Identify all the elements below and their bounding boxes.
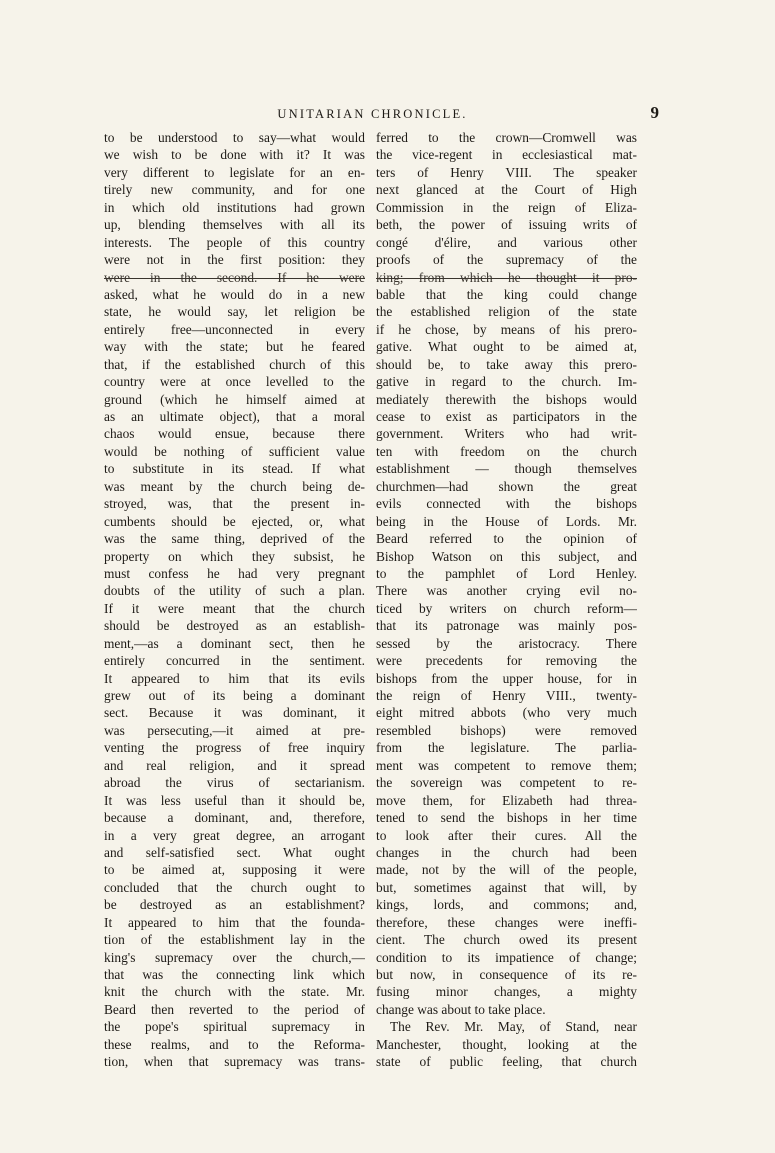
right-column — [376, 129, 637, 1071]
text-line: tion, when that supremacy was trans- — [104, 1054, 365, 1070]
text-line: state of public feeling, that church — [376, 1054, 637, 1070]
text-line: Commission in the reign of Eliza- — [376, 199, 637, 215]
text-line: and self-satisfied sect. What ought — [104, 844, 365, 860]
text-line: abroad the virus of sectarianism. — [104, 775, 365, 791]
text-line: as an ultimate object), that a moral — [104, 409, 365, 424]
text-line: ment,—as a dominant sect, then he — [104, 635, 365, 651]
text-line: were not in the first position: they — [104, 252, 365, 268]
text-line: the established religion of the state — [376, 304, 637, 320]
text-line: to look after their cures. All the — [376, 827, 637, 843]
text-line: the vice-regent in ecclesiastical mat- — [376, 147, 637, 163]
text-line: property on which they subsist, he — [104, 548, 365, 564]
text-line: fusing minor changes, a mighty — [376, 984, 637, 1000]
text-line: if he chose, by means of his prero- — [376, 321, 637, 337]
text-line: interests. The people of this country — [104, 234, 365, 250]
text-line: in which old institutions had grown — [104, 199, 365, 215]
text-line: would be nothing of sufficient value — [104, 443, 365, 459]
text-line: that its patronage was mainly pos- — [376, 618, 637, 634]
text-line: bishops from the upper house, for in — [376, 670, 637, 686]
text-line: sessed by the aristocracy. There — [376, 635, 637, 651]
text-line: eight mitred abbots (who very much — [376, 705, 637, 721]
left-column — [104, 129, 365, 1071]
text-line: therefore, these changes were ineffi- — [376, 914, 637, 930]
text-line: churchmen—had shown the great — [376, 478, 637, 494]
text-line: congé d'élire, and various other — [376, 234, 637, 250]
text-line: move them, for Elizabeth had threa- — [376, 792, 637, 808]
text-line: resembled bishops) were removed — [376, 722, 637, 738]
text-line: tirely new community, and for one — [104, 182, 365, 198]
text-line: were precedents for removing the — [376, 653, 637, 669]
text-line: state, he would say, let religion be — [104, 304, 365, 320]
text-line: ground (which he himself aimed at — [104, 391, 365, 407]
text-line: gative. What ought to be aimed at, — [376, 339, 637, 355]
text-line: It was less useful than it should be, — [104, 792, 365, 808]
text-line: ten with freedom on the church — [376, 443, 637, 459]
text-line: ters of Henry VIII. The speaker — [376, 164, 637, 180]
text-line: to the pamphlet of Lord Henley. — [376, 565, 637, 581]
text-line: cient. The church owed its present — [376, 932, 637, 948]
text-line: It appeared to him that the founda- — [104, 914, 365, 930]
text-line: tion of the establishment lay in the — [104, 932, 365, 948]
text-line: Manchester, thought, looking at the — [376, 1036, 637, 1052]
text-line: was persecuting,—it aimed at pre- — [104, 722, 365, 738]
text-line: grew out of its being a dominant — [104, 688, 365, 703]
text-line: but, sometimes against that will, by — [376, 879, 637, 895]
text-line: tened to send the bishops in her time — [376, 810, 637, 826]
text-line: ticed by writers on church reform— — [376, 600, 637, 616]
text-line: that, if the established church of this — [104, 356, 365, 372]
text-line: were in the second. If he were — [104, 269, 365, 285]
text-line: If it were meant that the church — [104, 600, 365, 616]
text-line: the pope's spiritual supremacy in — [104, 1019, 365, 1035]
text-line: gative in regard to the church. Im- — [376, 374, 637, 390]
text-line: The Rev. Mr. May, of Stand, near — [390, 1019, 637, 1035]
text-line: establishment — though themselves — [376, 461, 637, 477]
text-line: country were at once levelled to the — [104, 374, 365, 390]
text-line: knit the church with the state. Mr. — [104, 984, 365, 1000]
text-line: stroyed, was, that the present in- — [104, 496, 365, 512]
text-line: cumbents should be ejected, or, what — [104, 513, 365, 529]
text-line: Bishop Watson on this subject, and — [376, 548, 637, 564]
text-line: these realms, and to the Reforma- — [104, 1036, 365, 1052]
text-line: in a very great degree, an arrogant — [104, 827, 365, 843]
text-line: that was the connecting link which — [104, 967, 365, 982]
text-line: next glanced at the Court of High — [376, 182, 637, 198]
text-line: king; from which he thought it pro- — [376, 269, 637, 285]
text-line: being in the House of Lords. Mr. — [376, 513, 637, 529]
page-number: 9 — [650, 103, 659, 122]
text-line: proofs of the supremacy of the — [376, 252, 637, 268]
text-line: but now, in consequence of its re- — [376, 967, 637, 982]
text-line: Beard then reverted to the period of — [104, 1001, 365, 1017]
text-line: bable that the king could change — [376, 286, 637, 302]
text-line: be destroyed as an establishment? — [104, 897, 365, 913]
text-line: change was about to take place. — [376, 1001, 546, 1017]
text-line: chaos would ensue, because there — [104, 426, 365, 442]
text-line: ment was competent to remove them; — [376, 757, 637, 773]
running-header — [100, 103, 659, 125]
text-line: government. Writers who had writ- — [376, 426, 637, 442]
text-line: very different to legislate for an en- — [104, 164, 365, 180]
text-line: and real religion, and it spread — [104, 757, 365, 773]
text-line: asked, what he would do in a new — [104, 286, 365, 302]
text-line: because a dominant, and, therefore, — [104, 810, 365, 826]
text-line: It appeared to him that its evils — [104, 670, 365, 686]
text-line: cease to exist as participators in the — [376, 409, 637, 424]
text-line: condition to its impatience of change; — [376, 949, 637, 965]
text-line: to be aimed at, supposing it were — [104, 862, 365, 878]
text-line: from the legislature. The parlia- — [376, 740, 637, 756]
text-line: the reign of Henry VIII., twenty- — [376, 688, 637, 703]
text-line: There was another crying evil no- — [376, 583, 637, 599]
text-line: beth, the power of issuing writs of — [376, 217, 637, 233]
text-line: venting the progress of free inquiry — [104, 740, 365, 756]
text-line: up, blending themselves with all its — [104, 217, 365, 233]
text-line: made, not by the will of the people, — [376, 862, 637, 878]
text-line: to be understood to say—what would — [104, 130, 365, 145]
text-line: concluded that the church ought to — [104, 879, 365, 895]
text-line: doubts of the utility of such a plan. — [104, 583, 365, 599]
text-line: ferred to the crown—Cromwell was — [376, 130, 637, 145]
text-line: Beard referred to the opinion of — [376, 531, 637, 547]
text-line: entirely free—unconnected in every — [104, 321, 365, 337]
text-line: king's supremacy over the church,— — [104, 949, 365, 965]
text-line: way with the state; but he feared — [104, 339, 365, 355]
text-line: was the same thing, deprived of the — [104, 531, 365, 547]
text-line: evils connected with the bishops — [376, 496, 637, 512]
text-line: to substitute in its stead. If what — [104, 461, 365, 477]
text-line: we wish to be done with it? It was — [104, 147, 365, 163]
journal-title: UNITARIAN CHRONICLE. — [277, 107, 468, 121]
text-line: should be, to take away this prero- — [376, 356, 637, 372]
text-line: should be destroyed as an establish- — [104, 618, 365, 634]
text-line: mediately therewith the bishops would — [376, 391, 637, 407]
text-line: must confess he had very pregnant — [104, 565, 365, 581]
text-line: sect. Because it was dominant, it — [104, 705, 365, 721]
text-line: changes in the church had been — [376, 844, 637, 860]
text-line: was meant by the church being de- — [104, 478, 365, 494]
text-line: kings, lords, and commons; and, — [376, 897, 637, 913]
text-line: the sovereign was competent to re- — [376, 775, 637, 791]
text-line: entirely concurred in the sentiment. — [104, 653, 365, 669]
